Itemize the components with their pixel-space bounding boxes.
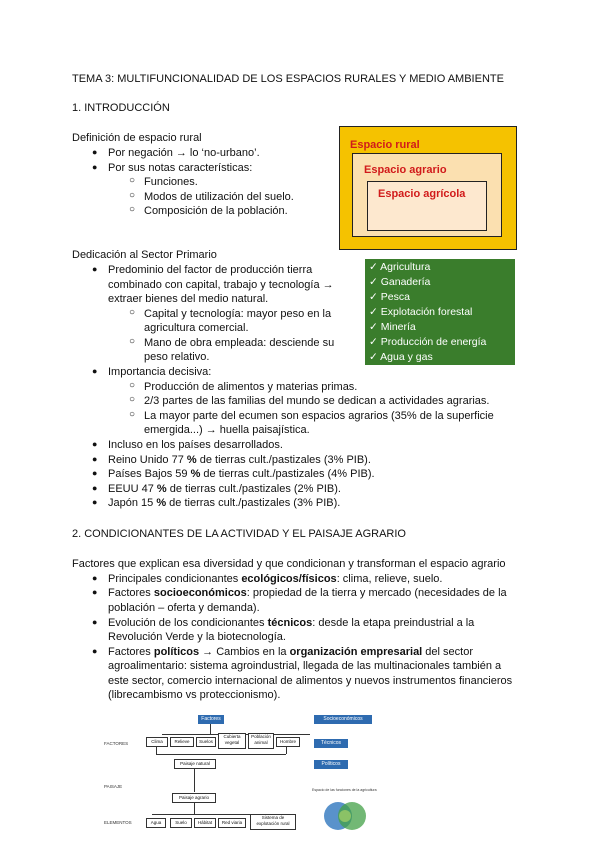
condicionante-3: Evolución de los condicionantes técnicos: desde la etapa preindustrial a la <box>108 617 475 629</box>
factor-box: Hombre <box>276 737 300 747</box>
row-label-factores: FACTORES <box>104 741 129 746</box>
check-icon: ✓ <box>369 276 378 288</box>
bullet-icon: ● <box>92 497 98 507</box>
factor-box: Población animal <box>248 733 274 749</box>
country-uk: Reino Unido 77 % de tierras cult./pastizales (3% PIB). <box>108 454 371 466</box>
bullet-icon: ● <box>92 454 98 464</box>
sub-bullet-icon: ○ <box>129 190 136 201</box>
element-box: Suelo <box>170 818 192 828</box>
paisaje-natural-box: Paisaje natural <box>174 759 216 769</box>
b2-sub3-line-1: La mayor parte del ecumen son espacios agrarios (35% de la superficie <box>144 410 494 422</box>
condicionante-4-line-4: (librecambismo vs proteccionismo). <box>108 689 281 701</box>
section2-intro: Factores que explican esa diversidad y que condicionan y transforman el espacio agrario <box>72 558 506 570</box>
element-box: Hábitat <box>194 818 216 828</box>
bullet-icon: ● <box>92 646 98 656</box>
sub-bullet-icon: ○ <box>129 380 136 391</box>
section2-heading: 2. CONDICIONANTES DE LA ACTIVIDAD Y EL PAISAJE AGRARIO <box>72 528 406 540</box>
sub-bullet-icon: ○ <box>129 204 136 215</box>
factors-diagram <box>100 710 400 838</box>
green-list-item: ✓ Producción de energía <box>369 336 487 348</box>
sub-bullet-icon: ○ <box>129 409 136 420</box>
tecnicos-box: Técnicos <box>314 739 348 748</box>
factor-box: Clima <box>146 737 168 747</box>
condicionante-2: Factores socioeconómicos: propiedad de la tierra y mercado (necesidades de la <box>108 587 507 599</box>
check-icon: ✓ <box>369 291 378 303</box>
b2-text: Importancia decisiva: <box>108 366 212 378</box>
check-icon: ✓ <box>369 261 378 273</box>
b2-sub3-line-2: emergida...) → huella paisajística. <box>144 424 310 436</box>
element-box: Sistema de explotación rural <box>250 814 296 830</box>
bullet-icon: ● <box>92 468 98 478</box>
def-sub-3: Composición de la población. <box>144 205 288 217</box>
country-jp: Japón 15 % de tierras cult./pastizales (3% PIB). <box>108 497 341 509</box>
def-bullet-1: Por negación → lo ‘no-urbano’. <box>108 147 260 159</box>
def-bullet-2: Por sus notas características: <box>108 162 253 174</box>
b1-line-3: extraer bienes del medio natural. <box>108 293 269 305</box>
bullet-icon: ● <box>92 587 98 597</box>
politicos-box: Políticos <box>314 760 348 769</box>
row-label-elementos: ELEMENTOS <box>104 820 132 825</box>
dedication-title: Dedicación al Sector Primario <box>72 249 217 261</box>
document-title: TEMA 3: MULTIFUNCIONALIDAD DE LOS ESPACIOS RURALES Y MEDIO AMBIENTE <box>72 73 504 85</box>
green-list-item: ✓ Pesca <box>369 291 410 303</box>
b2-sub1: Producción de alimentos y materias primas. <box>144 381 358 393</box>
bullet-icon: ● <box>92 483 98 493</box>
b1-sub1-line-2: agricultura comercial. <box>144 322 249 334</box>
row-label-paisaje: PAISAJE <box>104 784 123 789</box>
bullet-icon: ● <box>92 366 98 376</box>
paisaje-agrario-box: Paisaje agrario <box>172 793 216 803</box>
b2-sub2: 2/3 partes de las familias del mundo se dedican a actividades agrarias. <box>144 395 490 407</box>
condicionante-2-line-2: población – oferta y demanda). <box>108 602 260 614</box>
check-icon: ✓ <box>369 336 378 348</box>
sub-bullet-icon: ○ <box>129 307 136 318</box>
bullet-icon: ● <box>92 162 98 172</box>
bullet-icon: ● <box>92 147 98 157</box>
bullet-icon: ● <box>92 573 98 583</box>
def-sub-1: Funciones. <box>144 176 198 188</box>
condicionante-4: Factores políticos → Cambios en la organización empresarial del sector <box>108 646 473 658</box>
venn-diagram <box>318 792 378 836</box>
def-sub-2: Modos de utilización del suelo. <box>144 191 294 203</box>
definition-title: Definición de espacio rural <box>72 132 202 144</box>
green-list-item: ✓ Minería <box>369 321 416 333</box>
espacio-rural-label: Espacio rural <box>350 139 420 151</box>
sub-bullet-icon: ○ <box>129 175 136 186</box>
espacio-agricola-label: Espacio agrícola <box>378 188 466 200</box>
b1-sub2-line-1: Mano de obra empleada: desciende su <box>144 337 335 349</box>
socioeconomicos-box: Socioeconómicos <box>314 715 372 724</box>
condicionante-1: Principales condicionantes ecológicos/físicos: clima, relieve, suelo. <box>108 573 443 585</box>
espacio-agrario-label: Espacio agrario <box>364 164 447 176</box>
country-nl: Países Bajos 59 % de tierras cult./pastizales (4% PIB). <box>108 468 375 480</box>
section1-heading: 1. INTRODUCCIÓN <box>72 102 170 114</box>
green-list-item: ✓ Agricultura <box>369 261 431 273</box>
condicionante-3-line-2: Revolución Verde y la biotecnología. <box>108 631 286 643</box>
diagram-top-label: Factores <box>198 715 224 724</box>
element-box: Red viaria <box>218 818 246 828</box>
espacio-agricola-box <box>367 181 487 231</box>
check-icon: ✓ <box>369 321 378 333</box>
factor-box: Relieve <box>170 737 194 747</box>
bullet-icon: ● <box>92 439 98 449</box>
condicionante-4-line-2: agroalimentario: sistema agroindustrial, llegada de las multinacionales también a <box>108 660 502 672</box>
green-list-item: ✓ Agua y gas <box>369 351 433 363</box>
b3-text: Incluso en los países desarrollados. <box>108 439 283 451</box>
factor-box: Suelos <box>196 737 216 747</box>
sub-bullet-icon: ○ <box>129 394 136 405</box>
b1-line-1: Predominio del factor de producción tierra <box>108 264 313 276</box>
element-box: Agua <box>146 818 166 828</box>
b1-sub1-line-1: Capital y tecnología: mayor peso en la <box>144 308 332 320</box>
b1-sub2-line-2: peso relativo. <box>144 351 210 363</box>
check-icon: ✓ <box>369 351 378 363</box>
sub-bullet-icon: ○ <box>129 336 136 347</box>
primary-sector-list <box>365 259 515 365</box>
factor-box: Cubierta vegetal <box>218 733 246 749</box>
venn-caption: Espacio de las funciones de la agricultura <box>312 788 377 792</box>
green-list-item: ✓ Explotación forestal <box>369 306 473 318</box>
bullet-icon: ● <box>92 617 98 627</box>
condicionante-4-line-3: este sector, comercio internacional de alimentos y nuevos instrumentos financieros <box>108 675 513 687</box>
check-icon: ✓ <box>369 306 378 318</box>
bullet-icon: ● <box>92 264 98 274</box>
green-list-item: ✓ Ganadería <box>369 276 431 288</box>
country-us: EEUU 47 % de tierras cult./pastizales (2% PIB). <box>108 483 341 495</box>
b1-line-2: combinado con capital, trabajo y tecnología → <box>108 279 334 291</box>
